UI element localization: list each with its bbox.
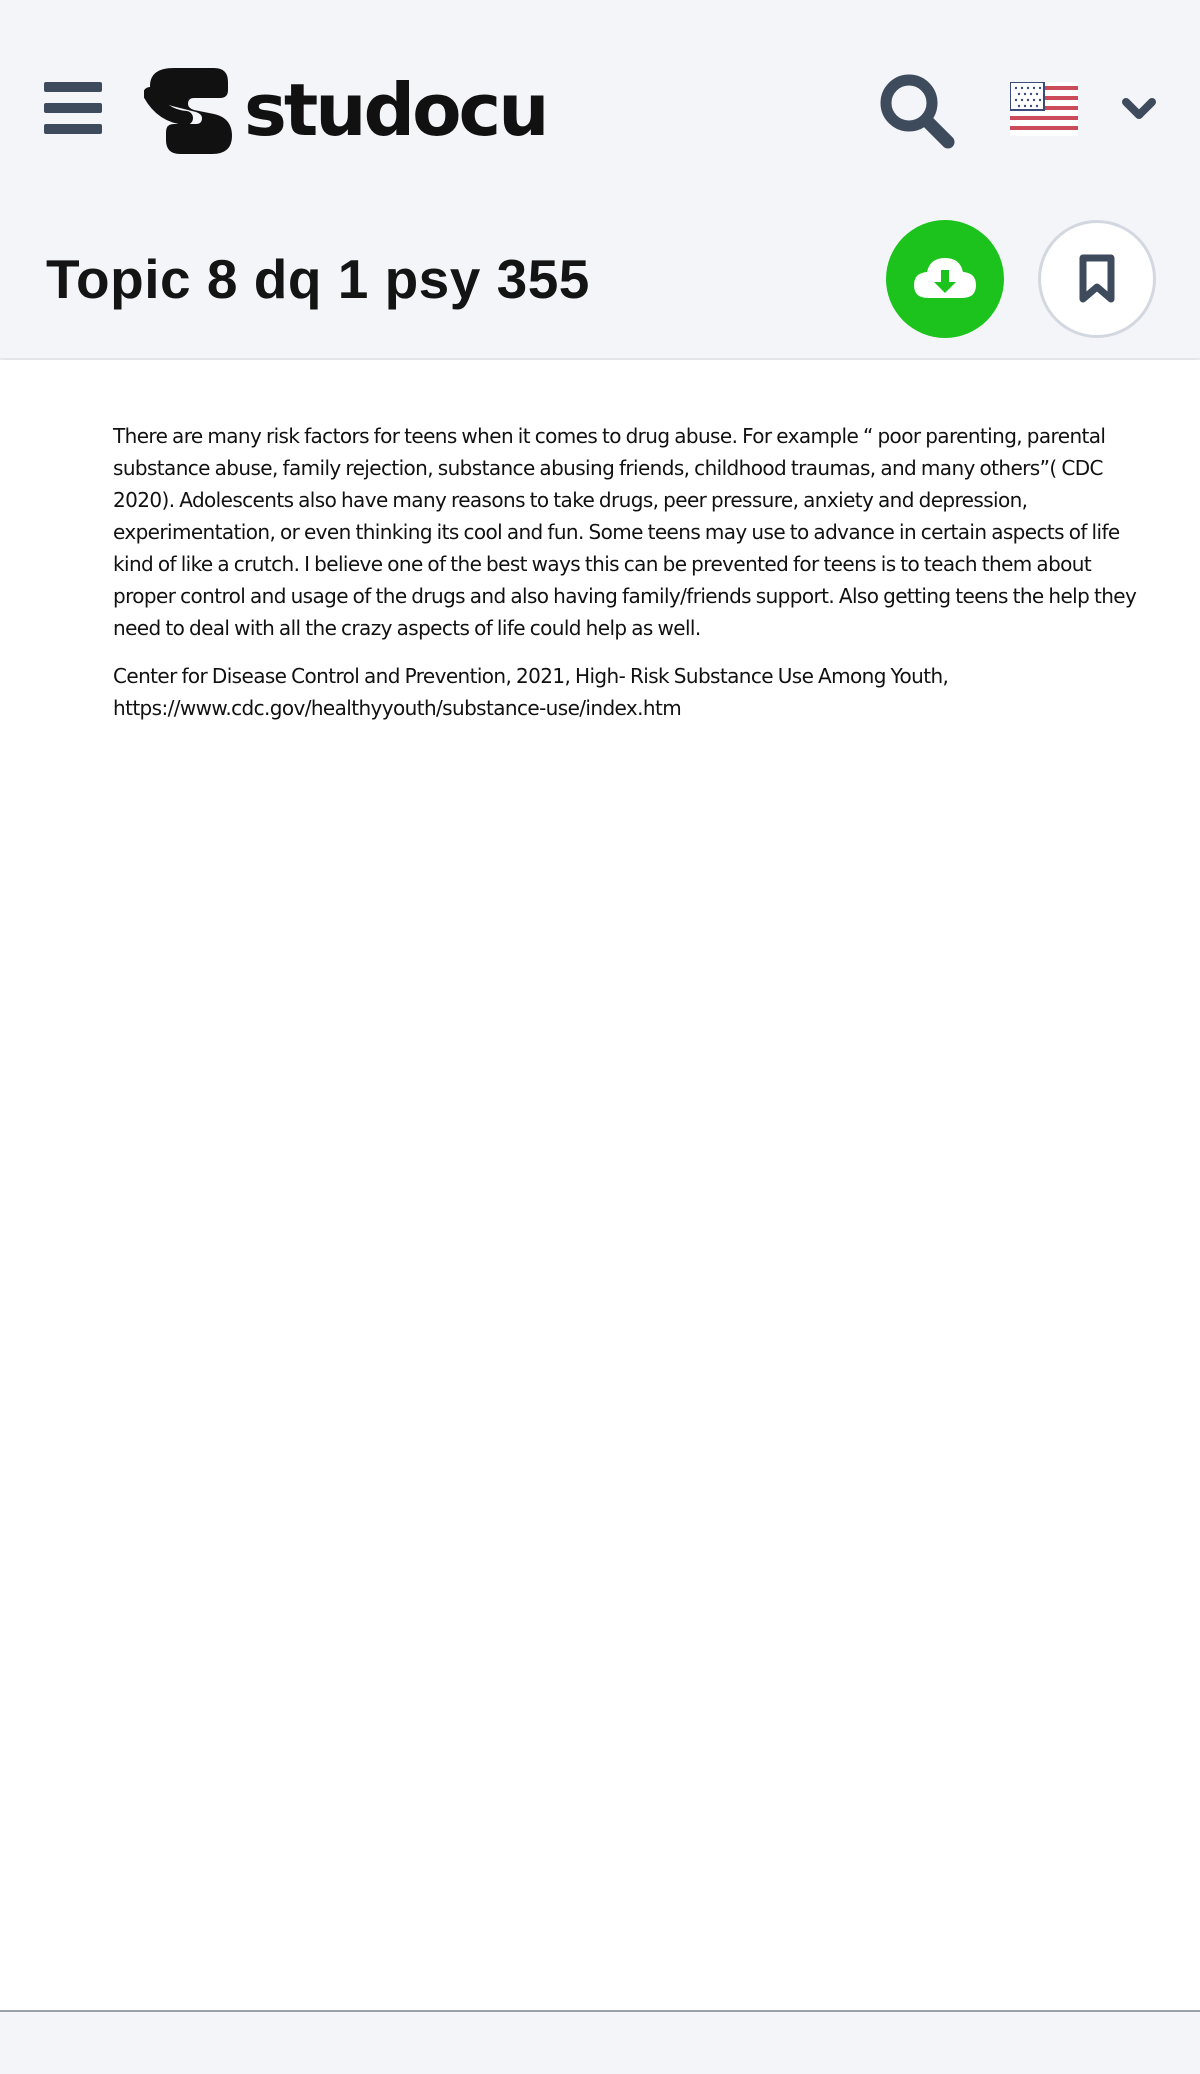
search-icon[interactable]	[878, 72, 956, 150]
document-citation	[113, 660, 1143, 724]
document-viewer	[0, 360, 1200, 2010]
bottom-bar	[0, 2010, 1200, 2074]
citation-url: https://www.cdc.gov/healthyyouth/substance-use/index.htm	[113, 696, 682, 720]
document-title-bar	[0, 210, 1200, 359]
download-button[interactable]	[886, 220, 1004, 338]
cloud-download-icon	[912, 254, 978, 304]
top-navigation-bar	[0, 0, 1200, 210]
us-flag-icon[interactable]	[1010, 82, 1078, 136]
page-title: Topic 8 dq 1 psy 355	[46, 248, 590, 310]
studocu-logo[interactable]	[144, 64, 547, 158]
studocu-logo-mark-icon	[144, 64, 236, 156]
hamburger-menu-icon[interactable]	[44, 82, 102, 134]
document-paragraph: There are many risk factors for teens when it comes to drug abuse. For example “ poor parenting, parental substance abuse, family rejection, substance abusing friends, childhood traumas, and many others”( CDC 2020). Adolescents also have many reasons to take drugs, peer pressure, anxiety and depression, experimentation, or even thinking its cool and fun. Some teens may use to advance in certain aspects of life kind of like a crutch. I believe one of the best ways this can be prevented for teens is to teach them about proper control and usage of the drugs and also having family/friends support. Also getting teens the help they need to deal with all the crazy aspects of life could help as well.	[113, 424, 1137, 640]
citation-source: Center for Disease Control and Prevention, 2021, High- Risk Substance Use Among Youth,	[113, 664, 949, 688]
bookmark-icon	[1078, 254, 1116, 304]
document-body	[113, 420, 1143, 740]
bookmark-button[interactable]	[1038, 220, 1156, 338]
brand-name: studocu	[244, 68, 547, 152]
chevron-down-icon[interactable]	[1122, 96, 1156, 122]
